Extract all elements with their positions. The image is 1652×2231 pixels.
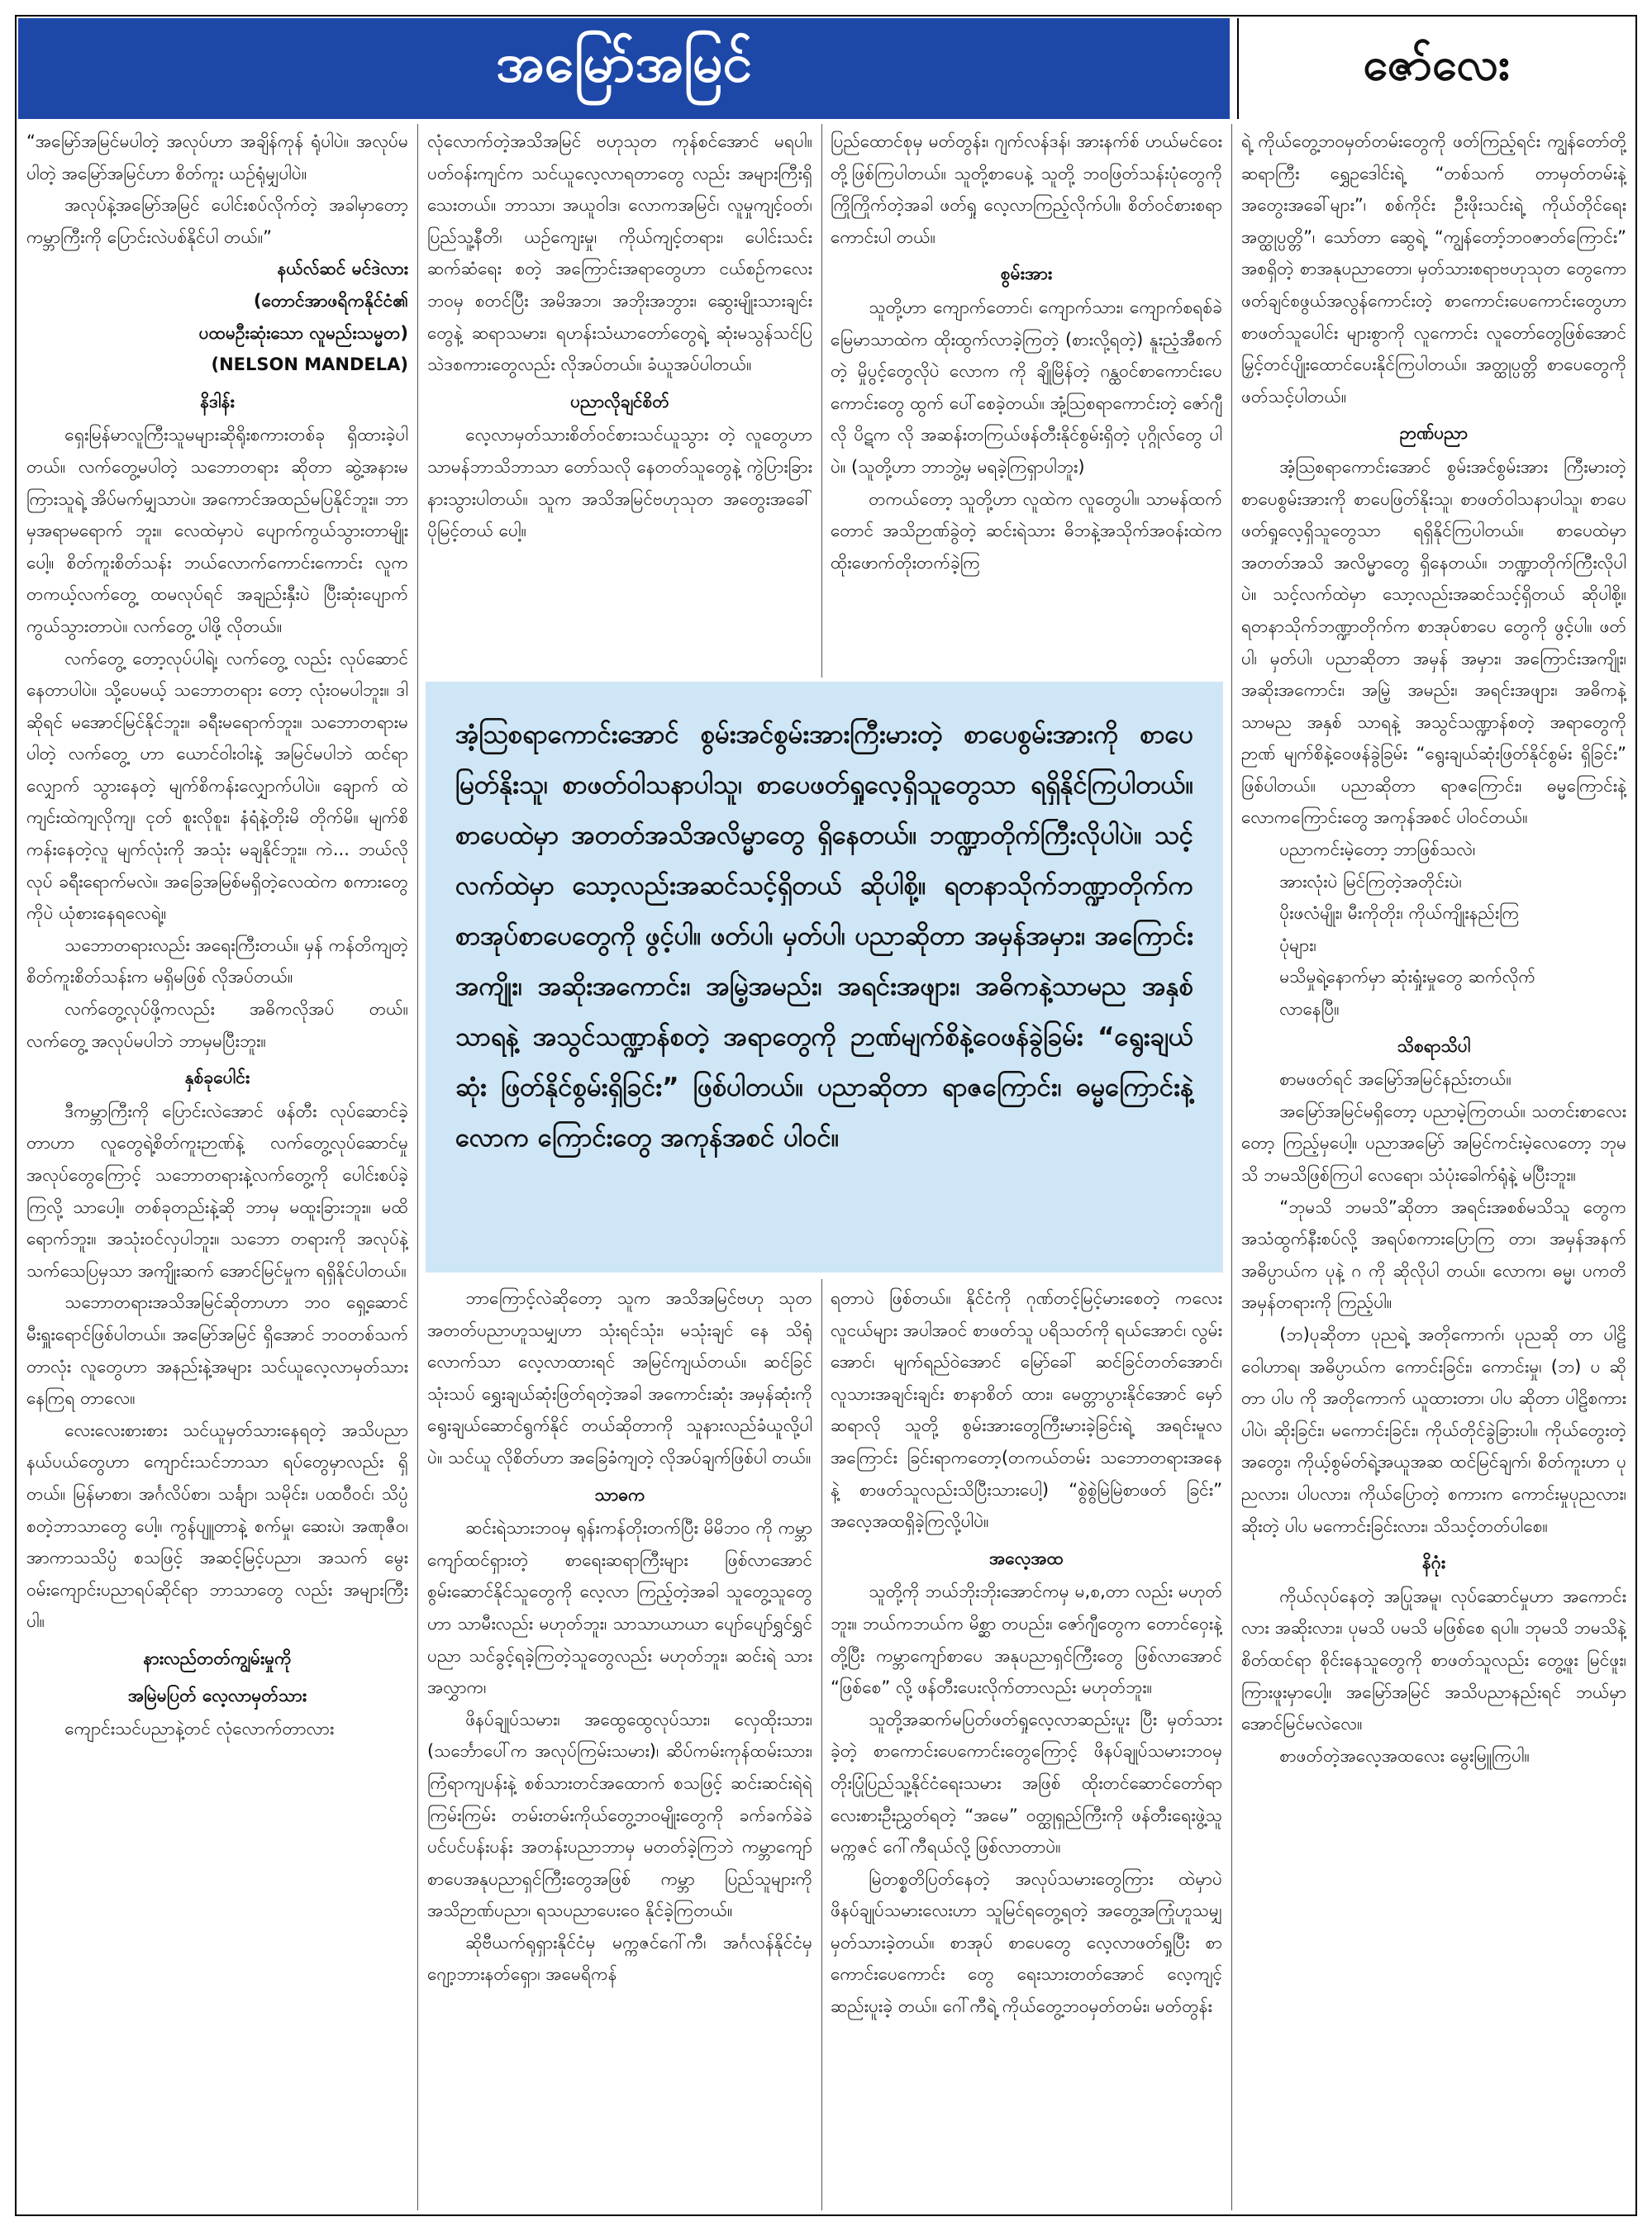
body-paragraph: ရှေးမြန်မာလူကြီးသူမများဆိုရိုးစကားတစ်ခု ရှိထားခဲ့ပါတယ်။ လက်တွေ့မပါတဲ့ သဘောတရား ဆိုတာ ဆွဲ့အနားမကြားသူရဲ့ အိပ်မက်မျှသာပဲ။ အကောင်အထည်မပြနိုင်ဘူး။ ဘာမှအရာမရောက် ဘူး။ လေထဲမှာပဲ ပျောက်ကွယ်သွားတာမျိုးပေါ့။ စိတ်ကူးစိတ်သန်း ဘယ်လောက်ကောင်းကောင်း လူက တကယ့်လက်တွေ့ ထမလုပ်ရင် အချည်းနှီးပဲ ပြီးဆုံးပျောက်ကွယ်သွားတာပဲ။ လက်တွေ့ ပါဖို့ လိုတယ်။: [26, 425, 408, 636]
column-divider: [1231, 124, 1232, 2210]
author-name: ဇော်လေး: [1363, 37, 1510, 90]
body-paragraph: သူတို့ကို ဘယ်ဘိုးဘိုးအောင်ကမှ မ,စ,တာ လည်း မဟုတ်ဘူး။ ဘယ်ကဘယ်က မိစ္ဆာ တပည်း၊ ဇော်ဂျီတွေက တောင်ဝှေးနဲ့တို့ပြီး ကမ္ဘာကျော်စာပေ အနုပညာရှင်ကြီးတွေ ဖြစ်လာအောင် “ဖြစ်စေ” လို့ ဖန်တီးပေးလိုက်တာလည်း မဟုတ်ဘူး။: [831, 1582, 1222, 1698]
section-heading: စွမ်းအား: [1000, 264, 1053, 284]
column-1: [26, 126, 408, 2208]
verse-line: ပညာကင်းမဲ့တော့ ဘာဖြစ်သလဲ၊: [1279, 840, 1476, 860]
verse-line: ပုံများ၊: [1279, 935, 1316, 955]
column-divider: [417, 124, 418, 2210]
body-paragraph: သဘောတရားအသိအမြင်ဆိုတာဟာ ဘဝ ရှေ့ဆောင်မီးရှူးရောင်ဖြစ်ပါတယ်။ အမြော်အမြင် ရှိအောင် ဘဝတစ်သက်တာလုံး လူတွေဟာ အနည်းနဲ့အများ သင်ယူလေ့လာမှတ်သားနေကြရ တာလေ။: [26, 1292, 408, 1409]
column-divider: [821, 124, 822, 678]
body-paragraph: အံ့သြစရာကောင်းအောင် စွမ်းအင်စွမ်းအား ကြီးမားတဲ့ စာပေစွမ်းအားကို စာပေဖြတ်နိုးသူ၊ စာဖတ်ဝါသနာပါသူ၊ စာပေဖတ်ရှုလေ့ရှိသူတွေသာ ရရှိနိုင်ကြပါတယ်။ စာပေထဲမှာ အတတ်အသိ အလိမ္မာတွေ ရှိနေတယ်။ ဘဏ္ဍာတိုက်ကြီးလိုပါပဲ။ သင့်လက်ထဲမှာ သော့လည်းအဆင်သင့်ရှိတယ် ဆိုပါစို့။ ရတနာသိုက်ဘဏ္ဍာတိုက်က စာအုပ်စာပေ တွေကို ဖွင့်ပါ။ ဖတ်ပါ၊ မှတ်ပါ၊ ပညာဆိုတာ အမှန် အမှား၊ အကြောင်းအကျိုး၊ အဆိုးအကောင်း၊ အမြဲ့ အမည်း၊ အရင်းအဖျား၊ အဓိကနဲ့သာမည အနှစ် သာရနဲ့ အသွင်သဏ္ဍာန်စတဲ့ အရာတွေကို ဉာဏ် မျက်စိနဲ့ဝေဖန်ခွဲခြမ်း “ရွေးချယ်ဆုံးဖြတ်နိုင်စွမ်း ရှိခြင်း” ဖြစ်ပါတယ်။ ပညာဆိုတာ ရာဇကြောင်း၊ ဓမ္မကြောင်းနဲ့လောကကြောင်းတွေ အကုန်အစင် ပါဝင်တယ်။: [1241, 456, 1626, 828]
quote-paragraph: အလုပ်နဲ့အမြော်အမြင် ပေါင်းစပ်လိုက်တဲ့ အခါမှာတော့ ကမ္ဘာကြီးကို ပြောင်းလဲပစ်နိုင်ပါ တယ်။”: [26, 195, 408, 247]
section-heading: နားလည်တတ်ကျွမ်းမှုကို: [143, 1648, 292, 1668]
section-heading: သိစရာသိပါ: [1397, 1035, 1471, 1056]
section-heading: သာဓက: [594, 1484, 645, 1505]
column-divider: [821, 1279, 822, 2210]
body-paragraph: လုံလောက်တဲ့အသိအမြင် ဗဟုသုတ ကုန်စင်အောင် မရပါ။ ပတ်ဝန်းကျင်က သင်ယူလေ့လာရတာတွေ လည်း အများကြီးရှိသေးတယ်။ ဘာသာ၊ အယူဝါဒ၊ လောကအမြင်၊ လူမှုကျင့်ဝတ်၊ ပြည်သူ့နီတိ၊ ယဉ်ကျေးမှု၊ ကိုယ်ကျင့်တရား၊ ပေါင်းသင်းဆက်ဆံရေး စတဲ့ အကြောင်းအရာတွေဟာ ငယ်စဉ်ကလေးဘဝမှ စတင်ပြီး အမိအဘ၊ အဘိုးအဘွား၊ ဆွေးမျိုးသားချင်း တွေနဲ့ ဆရာသမား၊ ရဟန်းသံဃာတော်တွေရဲ့ ဆုံးမသွန်သင်ပြသဲဒစကားတွေလည်း လိုအပ်တယ်။ ခံယူအပ်ပါတယ်။: [427, 131, 812, 375]
body-paragraph: “ဘုမသိ ဘမသိ”ဆိုတာ အရင်းအစစ်မသိသူ တွေက အသံထွက်နီးစပ်လို့ အရပ်စကားပြောကြ တာ၊ အမှန်အနက်အဓိပ္ပာယ်က ပုနဲ့ ဂ ကို ဆိုလိုပါ တယ်။ လောက၊ ဓမ္မ၊ ပကတိအမှန်တရားကို ကြည့်ပါ။: [1241, 1196, 1626, 1313]
column-2-top: [427, 126, 812, 675]
section-heading: အလေ့အထ: [989, 1548, 1064, 1568]
attribution-line: ပထမဦးဆုံးသော လူမည်းသမ္မတ): [198, 322, 408, 343]
body-paragraph: ဘာကြောင့်လဲဆိုတော့ သူက အသိအမြင်ဗဟု သုတ အတတ်ပညာဟူသမျှဟာ သုံးရင်သုံး၊ မသုံးချင် နေ သိရုံလောက်သာ လေ့လာထားရင် အမြင်ကျယ်တယ်။ ဆင်ခြင်သုံးသပ် ရွှေးချယ်ဆုံးဖြတ်ရတဲ့အခါ အကောင်းဆုံး အမှန်ဆုံးကိုရွေးချယ်ဆောင်ရွက်နိုင် တယ်ဆိုတာကို သူနားလည်ခံယူလို့ပါပဲ။ သင်ယူ လိုစိတ်ဟာ အခြေခံကျတဲ့ လိုအပ်ချက်ဖြစ်ပါ တယ်။: [427, 1288, 812, 1468]
section-heading: နိဒါန်း: [200, 391, 235, 411]
body-paragraph: (ဘ)ပုဆိုတာ ပုညရဲ့ အတိုကောက်၊ ပုညဆို တာ ပါဠိဝေါဟာရ၊ အဓိပ္ပာယ်က ကောင်းခြင်း၊ ကောင်းမှု၊ (ဘ) ပ ဆိုတာ ပါပ ကို အတိုကောက် ယူထားတာ၊ ပါပ ဆိုတာ ပါဠိစကားပါပဲ၊ ဆိုးခြင်း၊ မကောင်းခြင်း၊ ကိုယ်တိုင်ခွဲခြားပါ။ ကိုယ်တွေးတဲ့ အတွေး၊ ကိုယ့်စွမ်တ်ရဲ့အယူအဆ ထင်မြင်ချက်၊ စိတ်ကူးဟာ ပုညလား၊ ပါပလား၊ ကိုယ်ပြောတဲ့ စကားက ကောင်းမှုပုညလား၊ ဆိုးတဲ့ ပါပ မကောင်းခြင်းလား၊ သိသင့်တတ်ပါစေ။: [1241, 1324, 1626, 1536]
verse-line: ပိုးဖလံမျိုး၊ မီးကိုတိုး၊ ကိုယ်ကျိုးနည်းကြ: [1279, 903, 1520, 924]
body-paragraph: တကယ်တော့ သူတို့ဟာ လူထဲက လူတွေပါ။ သာမန်ထက်တောင် အသိဉာဏ်ခွဲတဲ့ ဆင်းရဲသား ဓိဘနဲ့အသိုက်အဝန်းထဲက ထိုးဖောက်တိုးတက်ခဲ့ကြ: [831, 488, 1222, 573]
column-3-bottom: [831, 1282, 1222, 2208]
section-heading: နှစ်ခုပေါင်း: [184, 1068, 250, 1088]
body-paragraph: ဒီကမ္ဘာကြီးကို ပြောင်းလဲအောင် ဖန်တီး လုပ်ဆောင်ခဲ့တာဟာ လူတွေရဲ့စိတ်ကူးဉာဏ်နဲ့ လက်တွေ့လုပ်ဆောင်မှု အလုပ်တွေကြောင့် သဘောတရားနဲ့လက်တွေ့ကို ပေါင်းစပ်ခဲ့ကြလို့ သာပေါ့။ တစ်ခုတည်းနဲ့ဆို ဘာမှ မထူးခြားဘူး။ မထိရောက်ဘူး။ အသုံးဝင်လှပါဘူး။ သဘော တရားကို အလုပ်နဲ့ သက်သေပြမှသာ အကျိုးဆက် အောင်မြင်မှုက ရရှိနိုင်ပါတယ်။: [26, 1101, 408, 1281]
body-paragraph: လက်တွေ့လုပ်ဖို့ကလည်း အဓိကလိုအပ် တယ်။ လက်တွေ့ အလုပ်မပါဘဲ ဘာမှမပြီးဘူး။: [26, 999, 408, 1051]
body-paragraph: လေးလေးစားစား သင်ယူမှတ်သားနေရတဲ့ အသိပညာနယ်ပယ်တွေဟာ ကျောင်းသင်ဘာသာ ရပ်တွေမှာလည်း ရှိတယ်။ မြန်မာစာ၊ အင်္ဂလိပ်စာ၊ သင်္ချာ၊ သမိုင်း၊ ပထဝီဝင်၊ သိပ္ပံ စတဲ့ဘာသာတွေ ပေါ့။ ကွန်ပျူတာနဲ့ စက်မှု၊ ဆေးပဲ၊ အဏုဇီဝ၊ အာကာသသိပ္ပံ စသဖြင့် အဆင့်မြင့်ပညာ၊ အသက် မွေးဝမ်းကျောင်းပညာရပ်ဆိုင်ရာ ဘာသာတွေ လည်း အများကြီးပါ။: [26, 1420, 408, 1632]
verse-line: မသိမှုရဲ့နောက်မှာ ဆုံးရှုံးမှုတွေ ဆက်လိုက်: [1279, 967, 1535, 987]
body-paragraph: အမြော်အမြင်မရှိတော့ ပညာမဲ့ကြတယ်။ သတင်းစာလေးတော့ ကြည့်မှပေါ့။ ပညာအမြော် အမြင်ကင်းမဲ့လေတော့ ဘုမသိ ဘမသိဖြစ်ကြပါ လေရော၊ သံပုံးခေါက်ရုံနဲ့ မပြီးဘူး။: [1241, 1101, 1626, 1185]
author-box: [1237, 18, 1634, 119]
title-banner: [18, 18, 1230, 119]
body-paragraph: လေ့လာမှတ်သားစိတ်ဝင်စားသင်ယူသွား တဲ့ လူတွေဟာ သာမန်ဘာသိဘာသာ တော်သလို နေတတ်သူတွေနဲ့ ကွဲပြားခြားနားသွားပါတယ်။ သူက အသိအမြင်ဗဟုသုတ အတွေးအခေါ် ပိုမြင့်တယ် ပေါ့။: [427, 425, 812, 541]
body-paragraph: လက်တွေ့ တော့လုပ်ပါရဲ့၊ လက်တွေ့ လည်း လုပ်ဆောင်နေတာပါပဲ။ သို့ပေမယ့် သဘောတရား တော့ လုံးဝမပါဘူး။ ဒါဆိုရင် မအောင်မြင်နိုင်ဘူး။ ခရီးမရောက်ဘူး။ သဘောတရားမပါတဲ့ လက်တွေ့ ဟာ ယောင်ဝါးဝါးနဲ့ အမြင်မပါဘဲ ထင်ရာလျှောက် သွားနေတဲ့ မျက်စိကန်းလျှောက်ပါပဲ။ ချောက် ထဲ ကျင်းထဲကျလိုကျ၊ ငုတ် စူးလိုစူး၊ နံရံနဲ့တိုးမိ တိုက်မိ။ မျက်စိကန်းနေတဲ့လူ မျက်လုံးကို အသုံး မချနိုင်ဘူး။ ကဲ... ဘယ်လိုလုပ် ခရီးရောက်မလဲ။ အခြေအမြစ်မရှိတဲ့လေထဲက စကားတွေကိုပဲ ယုံစားနေရလေရဲ့။: [26, 648, 408, 924]
body-paragraph: ရတာပဲ ဖြစ်တယ်။ နိုင်ငံကို ဂုဏ်တင့်မြင့်မားစေတဲ့ ကလေးလူငယ်များ အပါအဝင် စာဖတ်သူ ပရိသတ်ကို ရယ်အောင်၊ လွမ်းအောင်၊ မျက်ရည်ဝဲအောင် မြော်ခေါ် ဆင်ခြင်တတ်အောင်၊ လူသားအချင်းချင်း စာနာစိတ် ထား၊ မေတ္တာပွားနိုင်အောင် မှော်ဆရာလို သူတို့ စွမ်းအားတွေကြီးမားခဲ့ခြင်းရဲ့ အရင်းမူလအကြောင်း ခြင်းရာကတော့(တကယ်တမ်း သဘောတရားအနေ နဲ့ စာဖတ်သူလည်းသိပြီးသားပေါ့) “စွဲစွဲမြဲမြဲစာဖတ် ခြင်း” အလေ့အထရှိခဲ့ကြလို့ပါပဲ။: [831, 1288, 1222, 1532]
body-paragraph: သဘောတရားလည်း အရေးကြီးတယ်။ မှန် ကန်တိကျတဲ့ စိတ်ကူးစိတ်သန်းက မရှိမဖြစ် လိုအပ်တယ်။: [26, 935, 408, 987]
attribution-line: နယ်လ်ဆင် မင်ဒဲလား: [277, 259, 408, 279]
quote-paragraph: “အမြော်အမြင်မပါတဲ့ အလုပ်ဟာ အချိန်ကုန် ရုံပါပဲ။ အလုပ်မပါတဲ့ အမြော်အမြင်ဟာ စိတ်ကူး ယဉ်ရုံမျှပါပဲ။: [26, 131, 408, 183]
body-paragraph: ဖိနပ်ချုပ်သမား၊ အထွေထွေလုပ်သား၊ လှေထိုးသား၊ (သင်္ဘောပေါ်က အလုပ်ကြမ်းသမား)၊ ဆိပ်ကမ်းကုန်ထမ်းသား၊ ကြံရာကျပန်းနဲ့ စစ်သားတင်အထောက် စသဖြင့် ဆင်းဆင်းရဲရဲကြမ်းကြမ်း တမ်းတမ်းကိုယ်တွေ့ဘဝမျိုးတွေကို ခက်ခက်ခဲခဲ ပင်ပင်ပန်းပန်း အတန်းပညာဘာမှ မတတ်ခဲ့ကြဘဲ ကမ္ဘာကျော်စာပေအနုပညာရှင်ကြီးတွေအဖြစ် ကမ္ဘာ ပြည်သူများကို အသိဉာဏ်ပညာ၊ ရသပညာပေးဝေ နိုင်ခဲ့ကြတယ်။: [427, 1709, 812, 1921]
body-paragraph: ဆင်းရဲသားဘဝမှ ရုန်းကန်တိုးတက်ပြီး မိမိဘဝ ကို ကမ္ဘာကျော်ထင်ရှားတဲ့ စာရေးဆရာကြီးများ ဖြစ်လာအောင် စွမ်းဆောင်နိုင်သူတွေကို လေ့လာ ကြည့်တဲ့အခါ သူတွေ့သူတွေဟာ သာမီးလည်း မဟုတ်ဘူး၊ သာသာယာယာ ပျော်ပျော်ရွှင်ရွှင် ပညာ သင်ခွင့်ရခဲ့ကြတဲ့သူတွေလည်း မဟုတ်ဘူး၊ ဆင်းရဲ သားအလွှာက၊: [427, 1518, 812, 1698]
verse-line: လာနေပြီ။: [1279, 999, 1340, 1020]
article-title: အမြော်အမြင်: [496, 33, 752, 94]
body-paragraph: သူတို့အဆက်မပြတ်ဖတ်ရှုလေ့လာဆည်းပူး ပြီး မှတ်သားခဲ့တဲ့ စာကောင်းပေကောင်းတွေကြောင့် ဖိနပ်ချုပ်သမားဘဝမှ တိုးပြုံပြည်သူ့နိုင်ငံရေးသမား အဖြစ် ထိုးတင်ဆောင်တော်ရာ လေးစားဦးညွှတ်ရတဲ့ “အမေ” ဝတ္ထုရှည်ကြီးကို ဖန်တီးရေးဖွဲ့သူ မက္ကဇင် ဂေါ်ကီရယ်လို့ ဖြစ်လာတာပဲ။: [831, 1709, 1222, 1858]
body-paragraph: ကိုယ်လုပ်နေတဲ့ အပြုအမူ၊ လုပ်ဆောင်မှုဟာ အကောင်းလား အဆိုးလား၊ ပုမသိ ပမသိ မဖြစ်စေ ရပါ။ ဘုမသိ ဘမသိနဲ့ စိတ်ထင်ရာ စိုင်းနေသူတွေကို စာဖတ်သူလည်း တွေ့ဖူး မြင်ဖူး၊ ကြားဖူးမှာပေါ့။ အမြော်အမြင် အသိပညာနည်းရင် ဘယ်မှာ အောင်မြင်မလဲလေ။: [1241, 1586, 1626, 1734]
attribution-line: (NELSON MANDELA): [211, 354, 408, 375]
body-paragraph: စာမဖတ်ရင် အမြော်အမြင်နည်းတယ်။: [1279, 1069, 1512, 1090]
column-2-bottom: [427, 1282, 812, 2208]
body-paragraph: ကျောင်းသင်ပညာနဲ့တင် လုံလောက်တာလား: [64, 1719, 335, 1739]
body-paragraph: စာဖတ်တဲ့အလေ့အထလေး မွေးမြူကြပါ။: [1279, 1745, 1530, 1766]
body-paragraph: ဆိုဗီယက်ရုရှားနိုင်ငံမှ မက္ကဇင်ဂေါ်ကီ၊ အင်္ဂလန်နိုင်ငံမှ ဂျော့ဘားနတ်ရှော၊ အမေရိကန်: [427, 1932, 812, 1985]
section-heading: အမြဲမပြတ် လေ့လာမှတ်သား: [127, 1685, 307, 1705]
body-paragraph: သူတို့ဟာ ကျောက်တောင်၊ ကျောက်သား၊ ကျောက်စရစ်ခဲမြေမာသာထဲက ထိုးထွက်လာခဲ့ကြတဲ့ (စားလို့ရတဲ့) နူးညံ့အီစက်တဲ့ မှိုပွင့်တွေလိုပဲ လောက ကို ချိုမြိန်တဲ့ ဂန္ထဝင်စာကောင်းပေကောင်းတွေ ထွက် ပေါ်စေခဲ့တယ်။ အုံ့သြစရာကောင်းတဲ့ ဇော်ဂျီလို ပိဋက လို အဆန်းတကြယ်ဖန်တီးနိုင်စွမ်းရှိတဲ့ ပုဂ္ဂိုလ်တွေ ပါပဲ။ (သူတို့ဟာ ဘာဘွဲ့မှ မရခဲ့ကြရှာပါဘူး): [831, 297, 1222, 477]
column-4: [1241, 126, 1626, 2208]
body-paragraph: မြဲတစ္စတိပြတ်နေတဲ့ အလုပ်သမားတွေကြား ထဲမှာပဲ ဖိနပ်ချုပ်သမားလေးဟာ သူမြင်ရတွေ့ရတဲ့ အတွေ့အကြုံဟူသမျှ မှတ်သားခဲ့တယ်။ စာအုပ် စာပေတွေ လေ့လာဖတ်ရှုပြီး စာကောင်းပေကောင်း တွေ ရေးသားတတ်အောင် လေ့ကျင့်ဆည်းပူးခဲ့ တယ်။ ဂေါ်ကီရဲ့ ကိုယ်တွေ့ဘဝမှတ်တမ်း၊ မတ်တွန်း: [831, 1868, 1222, 2017]
pull-quote-text: အံ့သြစရာကောင်းအောင် စွမ်းအင်စွမ်းအားကြီးမားတဲ့ စာပေစွမ်းအားကို စာပေ မြတ်နိုးသူ၊ စာဖတ်ဝါသနာပါသူ၊ စာပေဖတ်ရှုလေ့ရှိသူတွေသာ ရရှိနိုင်ကြပါတယ်။ စာပေထဲမှာ အတတ်အသိအလိမ္မာတွေ ရှိနေတယ်။ ဘဏ္ဍာတိုက်ကြီးလိုပါပဲ။ သင့်လက်ထဲမှာ သော့လည်းအဆင်သင့်ရှိတယ် ဆိုပါစို့။ ရတနာသိုက်ဘဏ္ဍာတိုက်က စာအုပ်စာပေတွေကို ဖွင့်ပါ။ ဖတ်ပါ၊ မှတ်ပါ၊ ပညာဆိုတာ အမှန်အမှား၊ အကြောင်း အကျိုး၊ အဆိုးအကောင်း၊ အမြဲ့အမည်း၊ အရင်းအဖျား၊ အဓိကနဲ့သာမည အနှစ် သာရနဲ့ အသွင်သဏ္ဍာန်စတဲ့ အရာတွေကို ဉာဏ်မျက်စိနဲ့ဝေဖန်ခွဲခြမ်း “ရွေးချယ်ဆုံး ဖြတ်နိုင်စွမ်းရှိခြင်း” ဖြစ်ပါတယ်။ ပညာဆိုတာ ရာဇကြောင်း၊ ဓမ္မကြောင်းနဲ့လောက ကြောင်းတွေ အကုန်အစင် ပါဝင်။: [455, 720, 1193, 1153]
body-paragraph: ပြည်ထောင်စုမှ မတ်တွန်း၊ ဂျက်လန်ဒန်၊ အားနက်စ် ဟယ်မင်ဝေးတို့ဖြစ်ကြပါတယ်။ သူတို့စာပေနဲ့ သူတို့ ဘဝဖြတ်သန်းပုံတွေကို ကြိုကြိုက်တဲ့အခါ ဖတ်ရှု လေ့လာကြည့်လိုက်ပါ။ စိတ်ဝင်စားစရာ ကောင်းပါ တယ်။: [831, 131, 1222, 247]
body-paragraph: ရဲ့ ကိုယ်တွေ့ဘဝမှတ်တမ်းတွေကို ဖတ်ကြည့်ရင်း ကျွန်တော်တို့ ဆရာကြီး ရွှေဥဒေါင်းရဲ့ “တစ်သက် တာမှတ်တမ်းနဲ့ အတွေးအခေါ်များ”၊ စစ်ကိုင်း ဦးဖိုးသင်းရဲ့ ကိုယ်တိုင်ရေး အတ္ထုပ္ပတ္တိ”၊ သော်တာ ဆွေရဲ့ “ကျွန်တော့်ဘဝဇာတ်ကြောင်း” အစရှိတဲ့ စာအနုပညာတော၊ မှတ်သားစရာဗဟုသုတ တွေကော ဖတ်ချင်စဖွယ်အလွန်ကောင်းတဲ့ စာကောင်းပေကောင်းတွေဟာ စာဖတ်သူပေါင်း များစွာကို လူကောင်း လူတော်တွေဖြစ်အောင် မြှင့်တင်ပျိုးထောင်ပေးနိုင်ကြပါတယ်။ အတ္ထုပ္ပတ္တိ စာပေတွေကို ဖတ်သင့်ပါတယ်။: [1241, 131, 1626, 407]
column-3-top: [831, 126, 1222, 675]
verse-line: အားလုံးပဲ မြင်ကြတဲ့အတိုင်းပဲ၊: [1279, 871, 1462, 892]
pull-quote-box: [426, 682, 1223, 1272]
section-heading: နိဂုံး: [1421, 1553, 1446, 1573]
section-heading: ပညာလိုချင်စိတ်: [570, 391, 669, 411]
section-heading: ဉာဏ်ပညာ: [1399, 423, 1469, 444]
attribution-line: (တောင်အာဖရိကနိုင်ငံ၏: [253, 290, 408, 311]
